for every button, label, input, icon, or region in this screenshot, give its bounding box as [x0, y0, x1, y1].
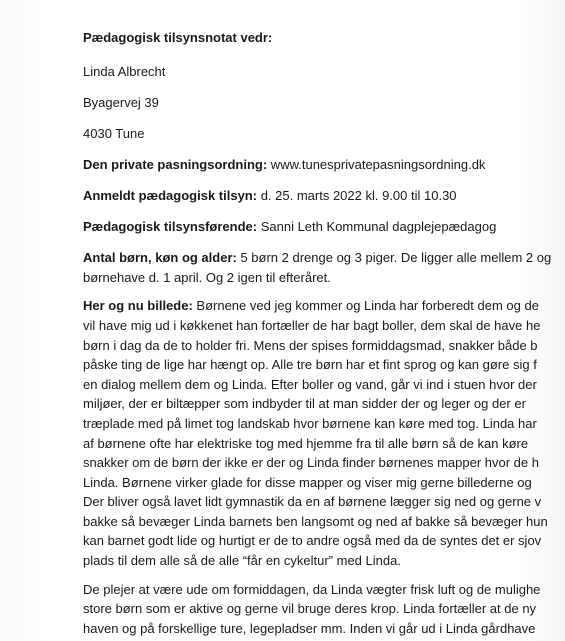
paragraph-line: haven og på forskellige ture, legepladser mm. Inden vi går ud i Linda gårdhave	[83, 620, 536, 636]
document-title: Pædagogisk tilsynsnotat vedr:	[83, 30, 273, 45]
document-body	[83, 28, 565, 638]
children-paragraph	[83, 248, 565, 287]
field-pasningsordning	[83, 155, 565, 175]
paragraph-label: Antal børn, køn og alder:	[83, 250, 237, 266]
field-label: Den private pasningsordning:	[83, 156, 268, 172]
paragraph-line: miljøer, der er biltæpper som indbyder til at man sidder der og leger og der er	[83, 396, 526, 412]
paragraph-line: De plejer at være ude om formiddagen, da Linda vægter frisk luft og de mulighe	[83, 581, 541, 597]
paragraph-line: børn i dag da de to holder fri. Mens der spises formiddagsmad, snakker både b	[83, 337, 538, 353]
paragraph-line: store børn som er aktive og gerne vil bruge deres krop. Linda fortæller at de ny	[83, 601, 537, 617]
field-value: d. 25. marts 2022 kl. 9.00 til 10.30	[257, 187, 457, 203]
recipient-city: 4030 Tune	[83, 125, 145, 141]
paragraph-line: træplade med på limet tog landskab hvor børnene kan køre med tog. Linda har	[83, 415, 537, 431]
paragraph-line: Antal børn, køn og alder: 5 børn 2 drenge og 3 piger. De ligger alle mellem 2 og	[83, 250, 552, 266]
paragraph-line: af børnene ofte har elektriske tog med hjemme fra til alle børn så de kan køre	[83, 435, 529, 451]
field-value: Sanni Leth Kommunal dagplejepædagog	[257, 219, 497, 235]
paragraph-line: børnehave d. 1 april. Og 2 igen til efteråret.	[83, 269, 331, 285]
field-tilsynsfoerende	[83, 217, 565, 237]
paragraph-line: Linda. Børnene virker glade for disse mapper og viser mig gerne billederne og	[83, 474, 532, 490]
outdoor-paragraph	[83, 580, 565, 639]
recipient-name: Linda Albrecht	[83, 63, 166, 79]
field-label: Anmeldt pædagogisk tilsyn:	[83, 187, 258, 203]
field-value: www.tunesprivatepasningsordning.dk	[267, 156, 486, 172]
paragraph-line: påske ting de lige har hængt op. Alle tre børn har et fint sprog og kan gøre sig f	[83, 357, 537, 373]
field-tilsyn	[83, 186, 565, 206]
paragraph-line: vil have mig ud i køkkenet han fortæller de har bagt boller, dem skal de have he	[83, 317, 541, 333]
paragraph-line: kan barnet godt lide og hurtigt er de to andre også med da de syntes det er sjov	[83, 533, 542, 549]
paragraph-line: Her og nu billede: Børnene ved jeg kommer og Linda har forberedt dem og de	[83, 298, 539, 314]
paragraph-line: en dialog mellem dem og Linda. Efter boller og vand, går vi ind i stuen hvor der	[83, 376, 537, 392]
paragraph-line: snakker om de børn der ikke er der og Linda finder børnenes mapper hvor de h	[83, 455, 539, 471]
paragraph-line: plads til dem alle så de alle “får en cykeltur” med Linda.	[83, 553, 401, 569]
paragraph-line: Der bliver også lavet lidt gymnastik da en af børnene lægger sig ned og gerne v	[83, 494, 542, 510]
recipient-street: Byagervej 39	[83, 94, 159, 110]
here-now-paragraph	[83, 296, 565, 570]
paragraph-label: Her og nu billede:	[83, 298, 193, 314]
paragraph-line: bakke så bevæger Linda barnets ben langsomt og ned af bakke så bevæger hun	[83, 513, 548, 529]
field-label: Pædagogisk tilsynsførende:	[83, 219, 258, 235]
